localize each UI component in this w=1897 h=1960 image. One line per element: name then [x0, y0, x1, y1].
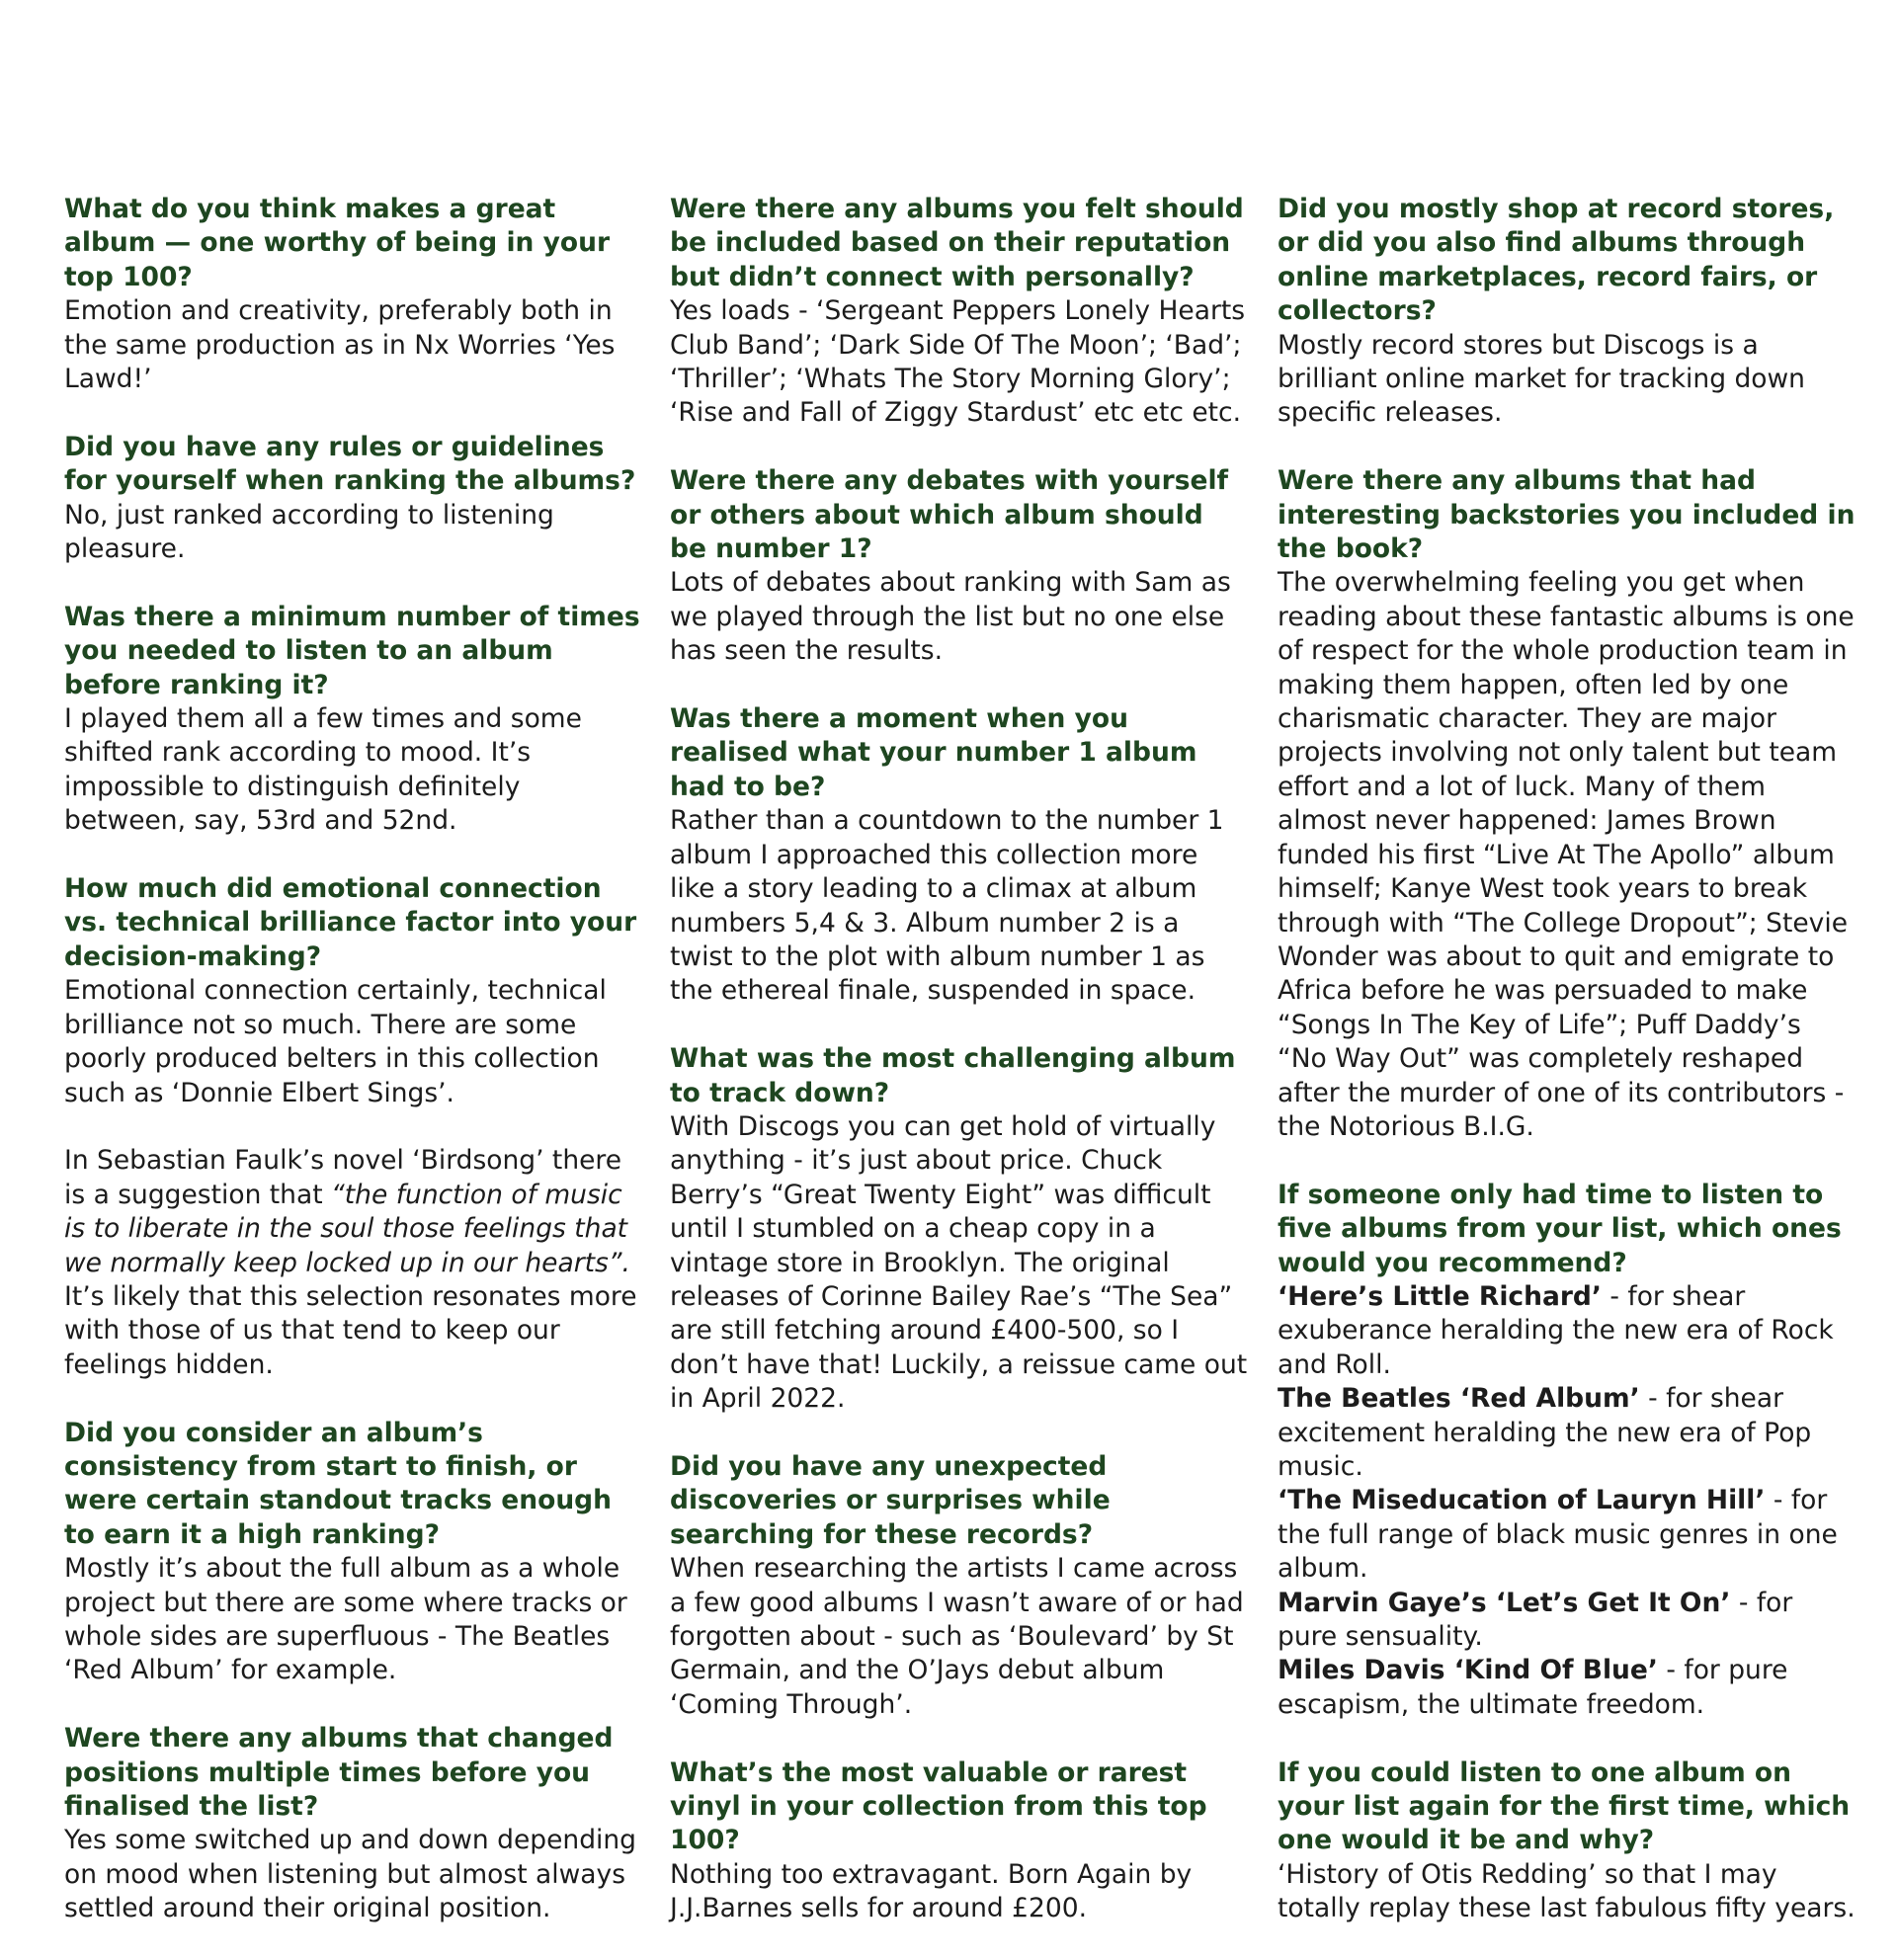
album-name: Miles Davis ‘Kind Of Blue’ — [1278, 1655, 1658, 1686]
answer-text: With Discogs you can get hold of virtually anything - it’s just about price. Chuck Berry’s “Great Twenty Eight” was difficult until I stumbled on a cheap copy in a vintage store in Brooklyn. The original releases of Corinne Bailey Rae’s “The Sea” are still fetching around £400-500, so I don’t have that! Luckily, a reissue came out in April 2022. — [670, 1110, 1248, 1415]
album-name: ‘Here’s Little Richard’ — [1278, 1280, 1602, 1312]
album-reason: - for pure sensuality. — [1278, 1587, 1793, 1653]
qa-item — [64, 1722, 642, 1925]
answer-text: When researching the artists I came across a few good albums I wasn’t aware of or had forgotten about - such as ‘Boulevard’ by St Germain, and the O’Jays debut album ‘Coming Through’. — [670, 1553, 1244, 1720]
qa-item — [1278, 464, 1856, 1144]
qa-item — [64, 193, 642, 396]
quote-text: “the function of music is to liberate in the soul those feelings that we normally keep locked up in our hearts”. — [64, 1179, 630, 1278]
album-pick — [1278, 1280, 1856, 1382]
answer-text: No, just ranked according to listening pleasure. — [64, 499, 554, 565]
question-heading: Did you have any rules or guidelines for yourself when ranking the albums? — [64, 431, 636, 497]
qa-item — [670, 464, 1248, 668]
album-name: Marvin Gaye’s ‘Let’s Get It On’ — [1278, 1587, 1731, 1618]
qa-item — [64, 601, 642, 839]
question-heading: If someone only had time to listen to five albums from your list, which ones would you recommend? — [1278, 1179, 1842, 1278]
qa-item — [670, 1450, 1248, 1722]
column-2 — [670, 193, 1248, 1960]
album-reason: - for shear exuberance heralding the new era of Rock and Roll. — [1278, 1280, 1834, 1380]
answer-text: Emotional connection certainly, technical brilliance not so much. There are some poorly produced belters in this collection such as ‘Donnie Elbert Sings’. — [64, 975, 607, 1108]
column-1 — [64, 193, 642, 1960]
answer-lead: In Sebastian Faulk’s novel ‘Birdsong’ there is a suggestion that — [64, 1145, 622, 1210]
answer-text: Yes loads - ‘Sergeant Peppers Lonely Hearts Club Band’; ‘Dark Side Of The Moon’; ‘Bad’; ‘Thriller’; ‘Whats The Story Morning Glory’; ‘Rise and Fall of Ziggy Stardust’ etc etc etc. — [670, 295, 1246, 429]
answer-text: Emotion and creativity, preferably both in the same production as in Nx Worries ‘Yes Lawd!’ — [64, 295, 616, 395]
album-pick — [1278, 1587, 1856, 1655]
question-heading: Were there any albums that changed positions multiple times before you finalised the list? — [64, 1723, 614, 1822]
question-heading: If you could listen to one album on your list again for the first time, which one would it be and why? — [1278, 1756, 1851, 1856]
column-3 — [1278, 193, 1856, 1960]
qa-item — [670, 702, 1248, 1009]
album-name: ‘The Miseducation of Lauryn Hill’ — [1278, 1485, 1766, 1516]
qa-item — [64, 1417, 642, 1688]
qa-item — [64, 431, 642, 567]
answer-text: Mostly it’s about the full album as a whole project but there are some where tracks or whole sides are superfluous - The Beatles ‘Red Album’ for example. — [64, 1553, 627, 1686]
answer-text: ‘History of Otis Redding’ so that I may totally replay these last fabulous fifty years. — [1278, 1858, 1856, 1924]
answer-paragraph — [64, 1144, 642, 1382]
question-heading: Was there a moment when you realised what your number 1 album had to be? — [670, 703, 1197, 802]
album-pick — [1278, 1484, 1856, 1586]
question-heading: Did you have any unexpected discoveries or surprises while searching for these records? — [670, 1450, 1111, 1550]
qa-item — [1278, 193, 1856, 431]
answer-text: Mostly record stores but Discogs is a brilliant online market for tracking down specific releases. — [1278, 329, 1805, 429]
answer-text: Rather than a countdown to the number 1 album I approached this collection more like a story leading to a climax at album numbers 5,4 & 3. Album number 2 is a twist to the plot with album number 1 as the ethereal finale, suspended in space. — [670, 805, 1224, 1007]
question-heading: What’s the most valuable or rarest vinyl in your collection from this top 100? — [670, 1756, 1207, 1856]
album-pick — [1278, 1382, 1856, 1484]
qa-item — [670, 193, 1248, 431]
qa-item — [1278, 1179, 1856, 1723]
answer-tail: It’s likely that this selection resonates more with those of us that tend to keep our feelings hidden. — [64, 1280, 637, 1380]
qa-item — [670, 1756, 1248, 1926]
qa-item — [1278, 1756, 1856, 1926]
album-reason: - for shear excitement heralding the new era of Pop music. — [1278, 1383, 1812, 1482]
answer-text: The overwhelming feeling you get when reading about these fantastic albums is one of respect for the whole production team in making them happen, often led by one charismatic character. They are major projects involving not only talent but team effort and a lot of luck. Many of them almost never happened: James Brown funded his first “Live At The Apollo” album himself; Kanye West took years to break through with “The College Dropout”; Stevie Wonder was about to quit and emigrate to Africa before he was persuaded to make “Songs In The Key of Life”; Puff Daddy’s “No Way Out” was completely reshaped after the murder of one of its contributors - the Notorious B.I.G. — [1278, 567, 1855, 1142]
qa-item — [670, 1042, 1248, 1416]
question-heading: What do you think makes a great album — one worthy of being in your top 100? — [64, 194, 611, 292]
album-pick — [1278, 1654, 1856, 1722]
question-heading: Were there any albums that had interesting backstories you included in the book? — [1278, 465, 1856, 565]
question-heading: What was the most challenging album to track down? — [670, 1043, 1236, 1108]
question-heading: Were there any debates with yourself or others about which album should be number 1? — [670, 465, 1229, 565]
answer-text: Lots of debates about ranking with Sam as we played through the list but no one else has seen the results. — [670, 567, 1231, 667]
question-heading: Did you mostly shop at record stores, or did you also find albums through online marketplaces, record fairs, or collectors? — [1278, 194, 1835, 327]
question-heading: Was there a minimum number of times you needed to listen to an album before ranking it? — [64, 601, 640, 700]
album-reason: - for pure escapism, the ultimate freedom. — [1278, 1655, 1788, 1720]
answer-text: Yes some switched up and down depending on mood when listening but almost always settled around their original position. — [64, 1825, 637, 1924]
album-reason: - for the full range of black music genres in one album. — [1278, 1485, 1838, 1585]
question-heading: How much did emotional connection vs. technical brilliance factor into your decision-making? — [64, 873, 637, 972]
question-heading: Were there any albums you felt should be included based on their reputation but didn’t connect with personally? — [670, 194, 1244, 292]
answer-text: I played them all a few times and some shifted rank according to mood. It’s impossible to distinguish definitely between, say, 53rd and 52nd. — [64, 703, 582, 837]
album-name: The Beatles ‘Red Album’ — [1278, 1383, 1640, 1415]
answer-text: Nothing too extravagant. Born Again by J.J.Barnes sells for around £200. — [670, 1858, 1193, 1924]
question-heading: Did you consider an album’s consistency from start to finish, or were certain standout tracks enough to earn it a high ranking? — [64, 1417, 613, 1550]
qa-item — [64, 872, 642, 1382]
